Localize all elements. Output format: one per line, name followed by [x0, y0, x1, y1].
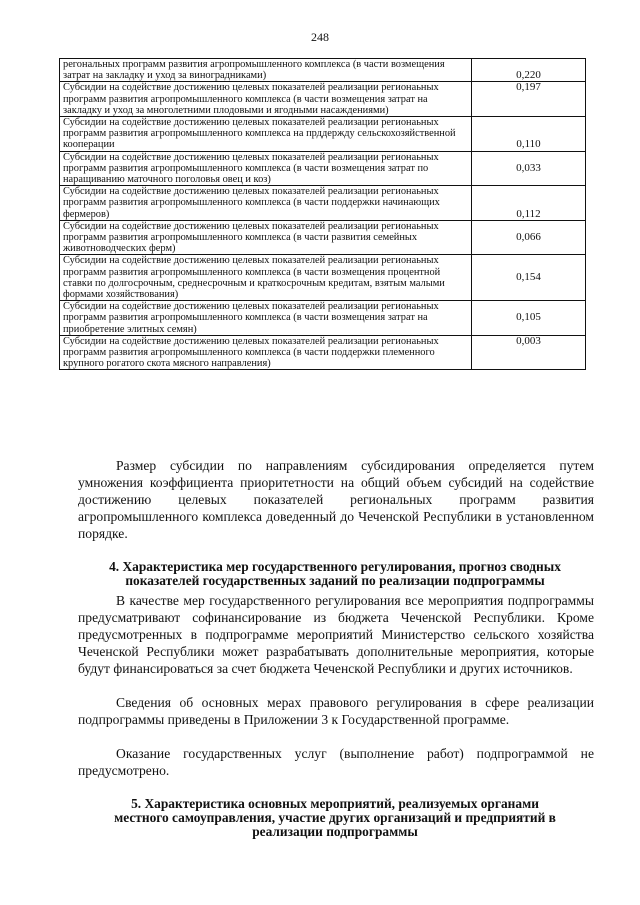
- table-row: [60, 59, 586, 82]
- table-row: [60, 220, 586, 255]
- subsidy-name-cell: регональных программ развития агропромышленного комплекса (в части возмещения затрат на закладку и уход за виноградниками): [60, 59, 472, 82]
- priority-coefficient-cell: 0,197: [472, 82, 586, 117]
- priority-coefficient-cell: 0,110: [472, 117, 586, 152]
- table-row: [60, 82, 586, 117]
- subsidy-name-cell: Субсидии на содействие достижению целевых показателей реализации регионаьных программ развития агропромышленного комплекса (в части развития семейных животноводческих ферм): [60, 220, 472, 255]
- table-row: [60, 301, 586, 336]
- section-5-heading-line-3: реализации подпрограммы: [252, 824, 418, 839]
- table-row: [60, 186, 586, 221]
- priority-coefficient-cell: 0,003: [472, 335, 586, 370]
- subsidy-name-cell: Субсидии на содействие достижению целевых показателей реализации регионаьных программ развития агропромышленного комплекса (в части поддержки начинающих фермеров): [60, 186, 472, 221]
- table-row: [60, 151, 586, 186]
- table-body: [60, 59, 586, 370]
- priority-coefficient-cell: 0,105: [472, 301, 586, 336]
- section-5-heading-line-2: местного самоуправления, участие других организаций и предприятий в: [114, 810, 556, 825]
- priority-coefficient-cell: 0,154: [472, 255, 586, 301]
- subsidy-name-cell: Субсидии на содействие достижению целевых показателей реализации регионаьных программ развития агропромышленного комплекса (в части поддержки племенного крупного рогатого скота мясного направления): [60, 335, 472, 370]
- section-4-paragraph-3: Оказание государственных услуг (выполнение работ) подпрограммой не предусмотрено.: [78, 746, 594, 778]
- section-4-heading: [70, 560, 600, 588]
- table-row: [60, 117, 586, 152]
- page-number: 248: [311, 30, 329, 44]
- section-5-heading: [70, 797, 600, 839]
- priority-coefficient-cell: 0,066: [472, 220, 586, 255]
- priority-coefficient-cell: 0,112: [472, 186, 586, 221]
- section-4-paragraph-1: В качестве мер государственного регулирования все мероприятия подпрограммы предусматривают софинансирование из бюджета Чеченской Республики. Кроме предусмотренных в подпрограмме мероприятий Министерство сельского хозяйства Чеченской Республики может разрабатывать дополнительные мероприятия, которые будут финансироваться за счет бюджета Чеченской Республики и других источников.: [78, 593, 594, 676]
- subsidy-name-cell: Субсидии на содействие достижению целевых показателей реализации регионаьных программ развития агропромышленного комплекса (в части возмещения затрат по наращиванию маточного поголовья овец и коз): [60, 151, 472, 186]
- section-4-heading-line-1: 4. Характеристика мер государственного регулирования, прогноз сводных: [109, 559, 561, 574]
- section-4-heading-line-2: показателей государственных заданий по реализации подпрограммы: [125, 573, 545, 588]
- subsidy-name-cell: Субсидии на содействие достижению целевых показателей реализации регионаьных программ развития агропромышленного комплекса (в части возмещения процентной ставки по долгосрочным, среднесрочным и краткосрочным кредитам, взятым малыми формами хозяйствования): [60, 255, 472, 301]
- table-row: [60, 255, 586, 301]
- subsidy-name-cell: Субсидии на содействие достижению целевых показателей реализации регионаьных программ развития агропромышленного комплекса (в части возмещения затрат на приобретение элитных семян): [60, 301, 472, 336]
- priority-coefficient-cell: 0,033: [472, 151, 586, 186]
- subsidy-name-cell: Субсидии на содействие достижению целевых показателей реализации регионаьных программ развития агропромышленного комплекса на прддержду сельскохозяйственной кооперации: [60, 117, 472, 152]
- section-5-heading-line-1: 5. Характеристика основных мероприятий, реализуемых органами: [131, 796, 539, 811]
- paragraph-subsidy-size: Размер субсидии по направлениям субсидирования определяется путем умножения коэффициента приоритетности на общий объем субсидий на содействие достижению целевых показателей региональных программ развития агропромышленного комплекса доведенный до Чеченской Республики в установленном порядке.: [78, 458, 594, 541]
- subsidy-coefficient-table: [59, 58, 586, 370]
- priority-coefficient-cell: 0,220: [472, 59, 586, 82]
- table-row: [60, 335, 586, 370]
- section-4-paragraph-2: Сведения об основных мерах правового регулирования в сфере реализации подпрограммы приведены в Приложении 3 к Государственной программе.: [78, 695, 594, 727]
- subsidy-name-cell: Субсидии на содействие достижению целевых показателей реализации регионаьных программ развития агропромышленного комплекса (в части возмещения затрат на закладку и уход за многолетними плодовыми и ягодными насаждениями): [60, 82, 472, 117]
